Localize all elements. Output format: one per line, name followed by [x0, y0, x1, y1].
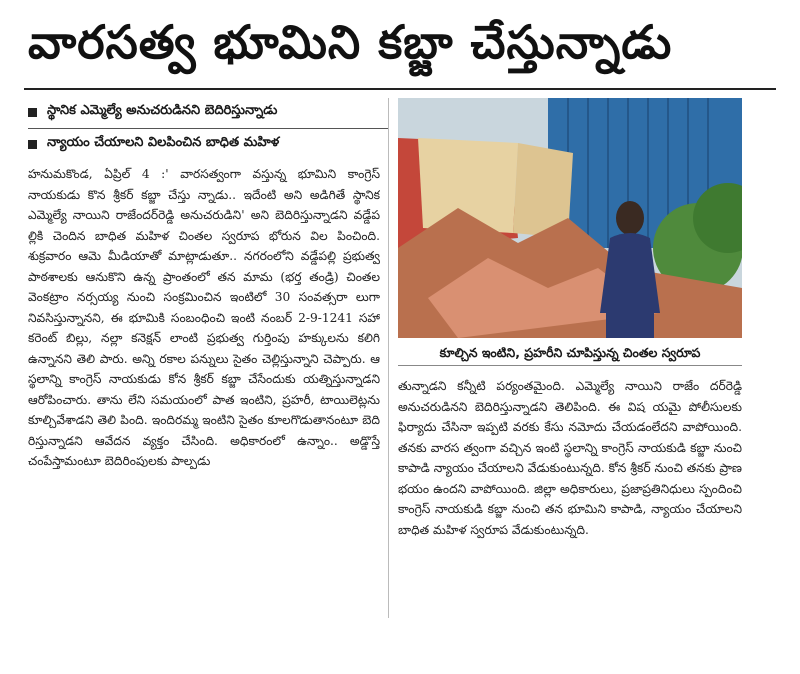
- photo-caption: కూల్చిన ఇంటిని, ప్రహరీని చూపిస్తున్న చింతల స్వరూప: [398, 340, 742, 366]
- subheading-divider: [28, 128, 388, 129]
- article-body-right: తున్నాడని కన్నీటి పర్యంతమైంది. ఎమ్మెల్యే నాయిని రాజేం దర్‌రెడ్డి అనుచరుడినని బెదిరిస్తున్నాడని తెలిపింది. ఈ విష యమై పోలీసులకు ఫిర్యాదు చేసినా ఇప్పటి వరకు కేసు నమోదు చేయడంలేదని వాపోయింది. తనకు వారస త్వంగా వచ్చిన ఇంటి స్థలాన్ని కాంగ్రెస్ నాయకుడి కబ్జా నుంచి కాపాడి న్యాయం చేయాలని వేడుకుంటున్నది. కోన శ్రీకర్ నుంచి తనకు ప్రాణ భయం ఉందని వాపోయింది. జిల్లా అధికారులు, ప్రజాప్రతినిధులు స్పందించి కాంగ్రెస్ నాయకుడి కబ్జా నుంచి తన భూమిని కాపాడి, న్యాయం చేయాలని బాధిత మహిళ స్వరూప వేడుకుంటున్నది.: [398, 379, 742, 537]
- square-bullet-icon: [28, 140, 37, 149]
- headline: వారసత్వ భూమిని కబ్జా చేస్తున్నాడు: [28, 15, 673, 69]
- subheading-item: [28, 100, 388, 124]
- headline-rule: [24, 88, 776, 90]
- subheading-list: [28, 100, 388, 160]
- subheading-text: న్యాయం చేయాలని విలపించిన బాధిత మహిళ: [47, 135, 280, 150]
- column-divider: [388, 98, 389, 618]
- subheading-item: [28, 132, 388, 156]
- article-body-left: హనుమకొండ, ఏప్రిల్ 4 :' వారసత్వంగా వస్తున్న భూమిని కాంగ్రెస్ నాయకుడు కొన శ్రీకర్ కబ్జా చేస్తు న్నాడు.. ఇదేంటి అని అడిగితే స్థానిక ఎమ్మెల్యే నాయిని రాజేందర్‌రెడ్డి అనుచరుడిని' అని బెదిరిస్తున్నాడని వడ్డేప ల్లికి చెందిన బాధిత మహిళ చింతల స్వరూప భోరున విల పించింది. శుక్రవారం ఆమె మీడియాతో మాట్లాడుతూ.. నగరంలోని వడ్డేపల్లి ప్రభుత్వ పాఠశాలకు ఆనుకొని ఉన్న ప్రాంతంలో తన మామ (భర్త తండ్రి) చింతల వెంకట్రాం నర్సయ్య నుంచి సంక్రమించిన ఇంటిలో 30 సంవత్సరా లుగా నివసిస్తున్నానని, ఈ భూమికి సంబంధించి ఇంటి నంబర్ 2-9-1241 సహా కరెంట్ బిల్లు, నల్లా కనెక్షన్ లాంటి ప్రభుత్వ గుర్తింపు హక్కులను కలిగి ఉన్నానని తెలి పారు. అన్ని రకాల పన్నులు సైతం చెల్లిస్తున్నాని చెప్పారు. ఆ స్థలాన్ని కాంగ్రెస్ నాయకుడు కోన శ్రీకర్ కబ్జా చేసేందుకు యత్నిస్తున్నాడని ఆరోపించారు. తాను లేని సమయంలో పాత ఇంటిని, ప్రహరీ, టాయిలెట్లను కూల్చివేశాడని తెలి పింది. ఇందిరమ్మ ఇంటిని సైతం కూలగొడుతానంటూ బెది రిస్తున్నాడని ఆవేదన వ్యక్తం చేసింది. అధికారంలో ఉన్నాం.. అడ్డొస్తే చంపేస్తామంటూ బెదిరింపులకు పాల్పడు: [28, 167, 380, 468]
- article-photo: [398, 98, 742, 338]
- square-bullet-icon: [28, 108, 37, 117]
- demolished-house-photo: [398, 98, 742, 338]
- subheading-text: స్థానిక ఎమ్మెల్యే అనుచరుడినని బెదిరిస్తున్నాడు: [47, 103, 278, 118]
